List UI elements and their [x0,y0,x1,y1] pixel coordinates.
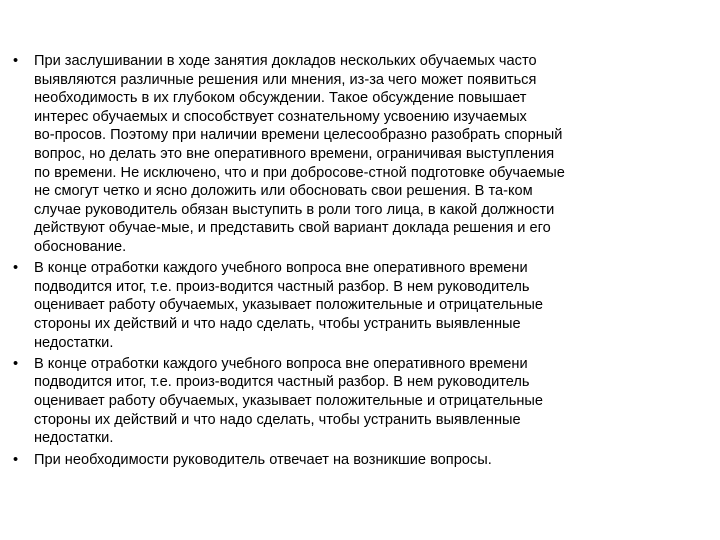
list-item [13,355,700,448]
bullet-list [13,52,700,469]
list-item [13,451,700,470]
list-item [13,259,700,352]
bullet-text: В конце отработки каждого учебного вопроса вне оперативного времени подводится итог, т.е. произ-водится частный разбор. В нем руководитель оценивает работу обучаемых, указывает положительные и отрицательные стороны их действий и что надо сделать, чтобы устранить выявленные недостатки. [34,260,544,351]
bullet-text: При заслушивании в ходе занятия докладов нескольких обучаемых часто выявляются различные решения или мнения, из-за чего может появиться необходимость в их глубоком обсуждении. Такое обсуждение повышает интерес обучаемых и способствует сознательному усвоению изучаемых во-просов. Поэтому при наличии времени целесообразно разобрать спорный вопрос, но делать это вне оперативного времени, ограничивая выступления по времени. Не исключено, что и при добросове-стной подготовке обучаемые не смогут четко и ясно доложить или обосновать свои решения. В та-ком случае руководитель обязан выступить в роли того лица, в какой должности действуют обучае-мые, и представить свой вариант доклада решения и его обоснование. [34,53,565,255]
bullet-dot-icon: • [13,260,19,277]
bullet-dot-icon: • [13,355,19,372]
bullet-dot-icon: • [13,451,19,468]
bullet-text: При необходимости руководитель отвечает на возникшие вопросы. [34,451,492,468]
list-item [13,52,700,257]
bullet-text: В конце отработки каждого учебного вопроса вне оперативного времени подводится итог, т.е. произ-водится частный разбор. В нем руководитель оценивает работу обучаемых, указывает положительные и отрицательные стороны их действий и что надо сделать, чтобы устранить выявленные недостатки. [34,355,544,447]
bullet-dot-icon: • [13,53,19,69]
